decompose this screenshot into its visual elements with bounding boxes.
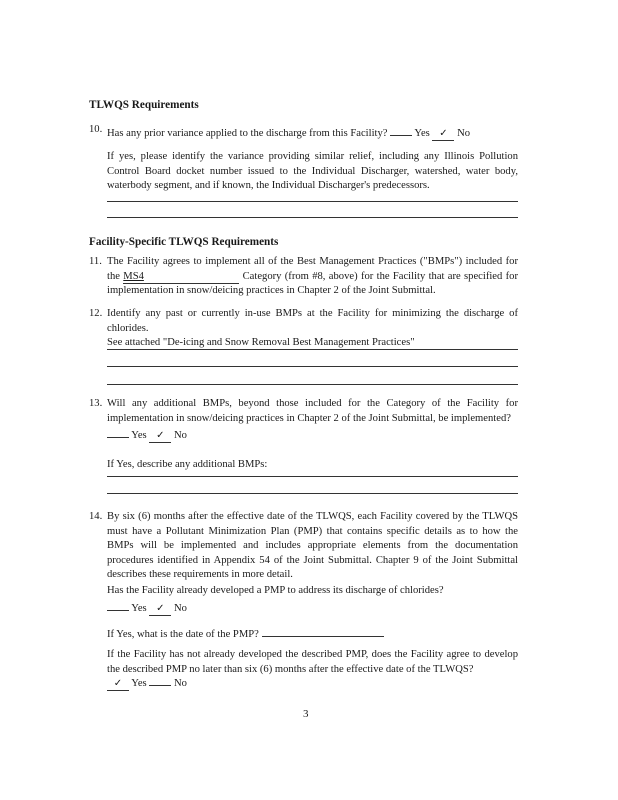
q14c-yes-blank[interactable]: ✓ — [107, 678, 129, 691]
q14a-yes-blank[interactable] — [107, 598, 129, 611]
q12-answer-line-1[interactable] — [107, 349, 518, 350]
section-title-facility: Facility-Specific TLWQS Requirements — [89, 236, 279, 248]
question-11-text-part2: Category (from #8, above) for the Facility that are specified for implementation in snow/deicing practices in Chapter 2 of the Joint Submittal. — [107, 270, 518, 297]
q13-followup: If Yes, describe any additional BMPs: — [107, 459, 268, 470]
question-12-number: 12. — [89, 308, 103, 319]
q13-yes-label: Yes — [131, 430, 147, 441]
question-10-number: 10. — [89, 124, 103, 135]
q13-no-label: No — [174, 430, 187, 441]
q14c-no-blank[interactable] — [149, 673, 171, 686]
q10-no-blank[interactable]: ✓ — [432, 128, 454, 141]
question-11 — [107, 255, 518, 299]
q10-yes-blank[interactable] — [390, 123, 412, 136]
q12-answer-text: See attached "De-icing and Snow Removal Best Management Practices" — [107, 337, 415, 348]
q14c-no-label: No — [174, 678, 187, 689]
q14a-no-blank[interactable]: ✓ — [149, 603, 171, 616]
question-10-followup: If yes, please identify the variance providing similar relief, including any Illinois Pollution Control Board docket number issued to the Individual Discharger, watershed, water body, waterbody segment, and if known, the Individual Discharger's predecessors. — [107, 151, 518, 192]
q14-part-c-text: If the Facility has not already developed the described PMP, does the Facility agree to develop the described PMP no later than six (6) months after the effective date of the TLWQS? — [107, 649, 518, 675]
q14-part-a-text: Has the Facility already developed a PMP to address its discharge of chlorides? — [107, 585, 444, 596]
q14c-yes-label: Yes — [131, 678, 147, 689]
q13-answer-line-1[interactable] — [107, 476, 518, 477]
q14-part-b-text: If Yes, what is the date of the PMP? — [107, 629, 259, 640]
q10-answer-line-1[interactable] — [107, 201, 518, 202]
q14a-yes-label: Yes — [131, 603, 147, 614]
question-14-text: By six (6) months after the effective date of the TLWQS, each Facility covered by the TLWQS must have a Pollutant Minimization Plan (PMP) that contains specific details as to how the BMPs will be implemented and includes appropriate elements from the documentation procedures identified in Appendix 54 of the Joint Submittal. Chapter 9 of the Joint Submittal describes these requirements in more detail. — [107, 511, 518, 581]
question-13-number: 13. — [89, 398, 103, 409]
q12-answer-line-3[interactable] — [107, 384, 518, 385]
q10-answer-line-2[interactable] — [107, 217, 518, 218]
question-11-number: 11. — [89, 256, 102, 267]
page-number: 3 — [303, 708, 309, 720]
q14-part-b — [107, 624, 384, 643]
question-13-text: Will any additional BMPs, beyond those included for the Category of the Facility for implementation in snow/deicing practices in Chapter 2 of the Joint Submittal, be implemented? — [107, 398, 518, 424]
q14-part-a-options — [107, 598, 187, 617]
q13-answer-line-2[interactable] — [107, 493, 518, 494]
q11-category-field[interactable]: MS4 — [123, 271, 239, 284]
q13-yes-blank[interactable] — [107, 425, 129, 438]
q12-answer-line-2[interactable] — [107, 366, 518, 367]
q13-options — [107, 425, 187, 444]
question-12-text: Identify any past or currently in-use BMPs at the Facility for minimizing the discharge of chlorides. — [107, 308, 518, 334]
q13-no-blank[interactable]: ✓ — [149, 430, 171, 443]
q14a-no-label: No — [174, 603, 187, 614]
q14-pmp-date-field[interactable] — [262, 624, 384, 637]
q10-yes-label: Yes — [414, 128, 430, 139]
question-10 — [107, 123, 527, 142]
q14-part-c-options — [107, 673, 187, 692]
q10-no-label: No — [457, 128, 471, 139]
question-11-text-part1: The Facility agrees to implement all of the Best Management Practices ("BMPs") included for the — [107, 256, 518, 282]
question-10-text: Has any prior variance applied to the discharge from this Facility? — [107, 128, 388, 139]
section-title-tlwqs: TLWQS Requirements — [89, 99, 199, 111]
question-14-number: 14. — [89, 511, 103, 522]
